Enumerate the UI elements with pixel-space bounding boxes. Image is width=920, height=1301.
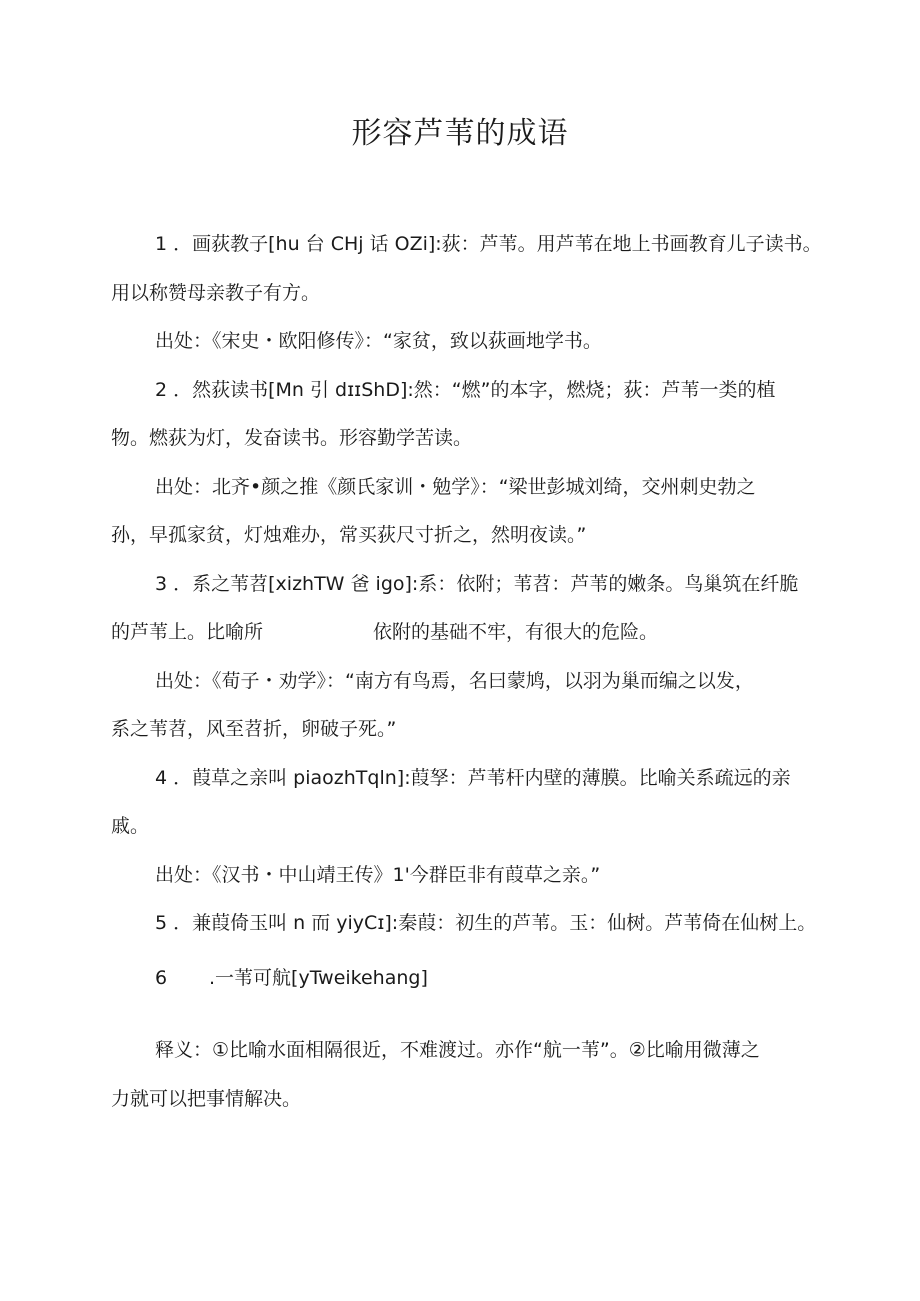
paragraph-line-part: 的芦苇上。比喻所 bbox=[111, 621, 264, 643]
paragraph-line: 2 ．然荻读书[Mn 引 dɪɪShD]:然：“燃”的本字，燃烧；荻：芦苇一类的植 bbox=[155, 379, 776, 401]
paragraph-line: 3 ．系之苇苕[xizhTW 爸 igo]:系：依附；苇苕：芦苇的嫩条。鸟巢筑在纤脆 bbox=[155, 573, 799, 595]
paragraph-line: 4 ．葭草之亲叫 piaozhTqln]:葭孥：芦苇杆内壁的薄膜。比喻关系疏远的亲 bbox=[155, 767, 791, 789]
document-title: 形容芦苇的成语 bbox=[351, 116, 569, 151]
paragraph-line: 戚。 bbox=[111, 815, 150, 837]
list-number: 6 bbox=[155, 967, 168, 989]
source-line: 孙，早孤家贫，灯烛难办，常买荻尺寸折之，然明夜读。” bbox=[111, 524, 587, 546]
source-line: 出处：《宋史・欧阳修传》：“家贫，致以荻画地学书。 bbox=[155, 330, 602, 352]
source-line: 出处：北齐•颜之推《颜氏家训・勉学》：“梁世彭城刘绮，交州刺史勃之 bbox=[155, 476, 756, 498]
paragraph-line bbox=[111, 618, 658, 646]
source-line: 出处：《汉书・中山靖王传》1'今群臣非有葭草之亲。” bbox=[155, 864, 601, 886]
paragraph-line: 物。燃荻为灯，发奋读书。形容勤学苦读。 bbox=[111, 427, 473, 449]
paragraph-line: 用以称赞母亲教子有方。 bbox=[111, 282, 321, 304]
paragraph-line-part: 依附的基础不牢，有很大的危险。 bbox=[373, 621, 659, 643]
paragraph-line: 1 ．画荻教子[hu 台 CHj 话 OZi]:荻：芦苇。用芦苇在地上书画教育儿子读书。 bbox=[155, 233, 822, 255]
source-line: 出处：《荀子・劝学》：“南方有鸟焉，名曰蒙鸠，以羽为巢而编之以发， bbox=[155, 670, 754, 692]
paragraph-line: .一苇可航[yTweikehang] bbox=[209, 967, 428, 989]
paragraph-line: 5 ．兼葭倚玉叫 n 而 yiyCɪ]:秦葭：初生的芦苇。玉：仙树。芦苇倚在仙树上。 bbox=[155, 912, 817, 934]
definition-line: 力就可以把事情解决。 bbox=[111, 1088, 302, 1110]
source-line: 系之苇苕，风至苕折，卵破子死。” bbox=[111, 718, 397, 740]
definition-line: 释义：①比喻水面相隔很近，不难渡过。亦作“航一苇”。②比喻用微薄之 bbox=[155, 1039, 760, 1061]
